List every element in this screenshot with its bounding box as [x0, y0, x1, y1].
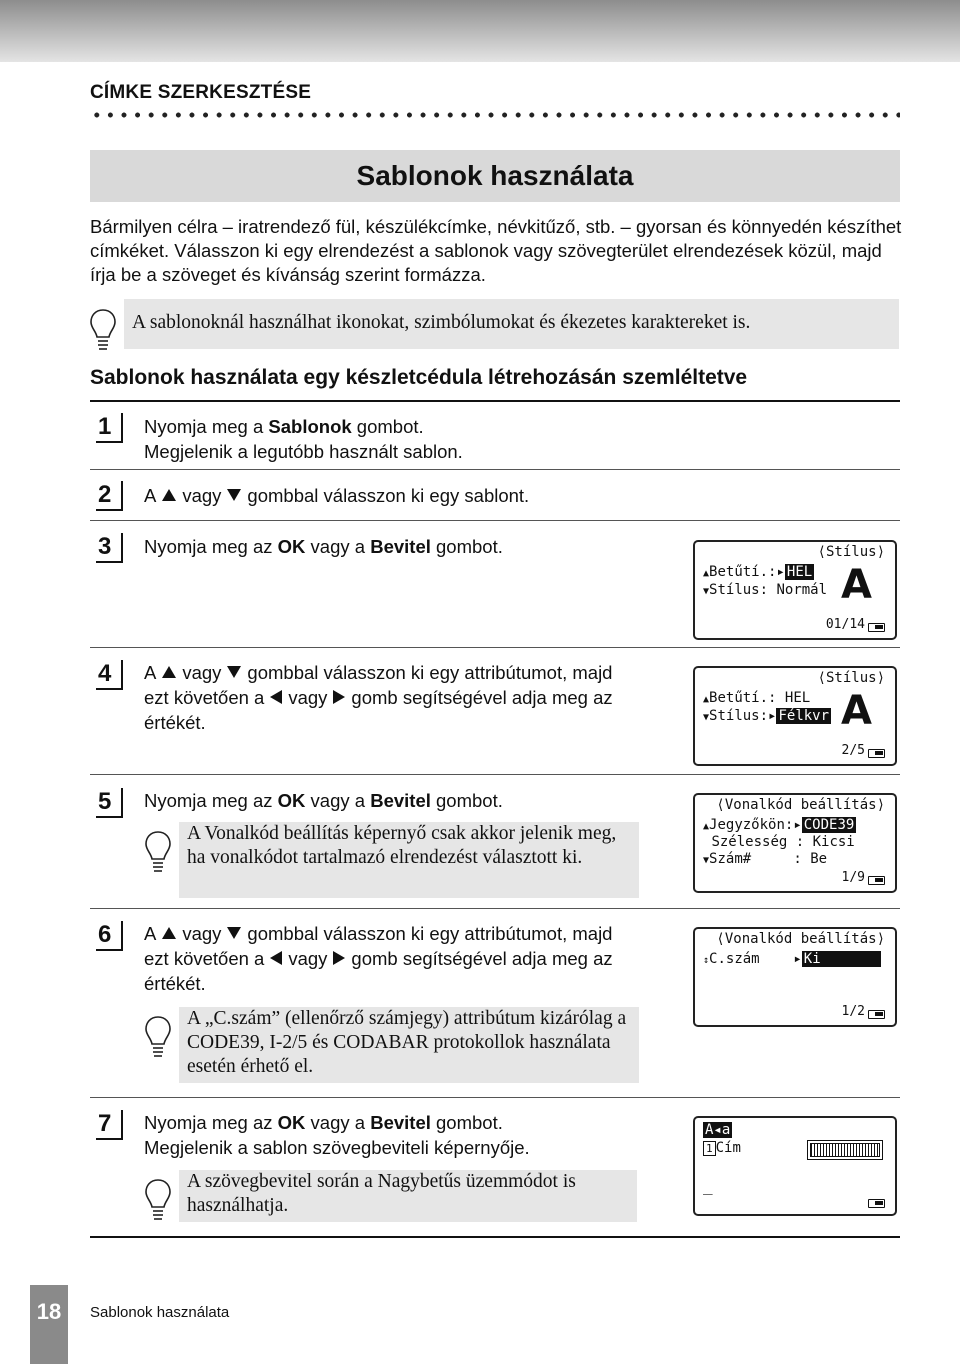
sablonok-button-label: Sablonok [268, 416, 352, 437]
step-6-text: A vagy gombbal válasszon ki egy attribútumot, majd ezt követően a vagy gomb segítségével adja meg az értékét. [144, 923, 613, 994]
battery-icon [868, 1010, 885, 1019]
step-number-1: 1 [92, 413, 126, 443]
step-number-3: 3 [92, 533, 126, 563]
footer-title: Sablonok használata [90, 1304, 230, 1321]
heading-rule [90, 400, 900, 402]
dotted-divider [90, 110, 900, 120]
step-divider [90, 469, 900, 470]
intro-paragraph: Bármilyen célra – iratrendező fül, készülékcímke, névkitűző, stb. – gyorsan és könnyedén készíthet címkéket. Válasszon ki egy elrendezést a sablonok vagy szövegterület elrendezések közül, majd írja be a szöveget és kívánság szerint formázza. [90, 216, 902, 285]
step-number-4: 4 [92, 660, 126, 690]
step-7-text: Nyomja meg az OK vagy a Bevitel gombot. Megjelenik a sablon szövegbeviteli képernyője. [144, 1112, 530, 1158]
right-arrow-icon [333, 690, 345, 704]
step-7-note: A szövegbevitel során a Nagybetűs üzemmódot is használhatja. [179, 1170, 637, 1222]
page-title: Sablonok használata [356, 160, 634, 191]
step-divider [90, 647, 900, 648]
lcd-screen-barcode-2: ⟨Vonalkód beállítás⟩ ↕C.szám ▸ Ki 1/2 [693, 927, 897, 1027]
caps-mode-indicator: A◂a [705, 1122, 731, 1138]
down-arrow-icon [227, 666, 241, 678]
right-arrow-icon [333, 951, 345, 965]
lcd-screen-style-1: ⟨Stílus⟩ ▲Betűtí.:▸ HEL ▼Stílus: Normál A 01/14 [693, 540, 897, 640]
left-arrow-icon [270, 690, 282, 704]
lightbulb-icon [143, 828, 173, 874]
battery-icon [868, 749, 885, 758]
step-1-text: Nyomja meg a Sablonok gombot. Megjelenik a legutóbb használt sablon. [144, 416, 463, 462]
step-3-text: Nyomja meg az OK vagy a Bevitel gombot. [144, 536, 503, 557]
intro-note-text: A sablonoknál használhat ikonokat, szimbólumokat és ékezetes karaktereket is. [132, 312, 751, 333]
step-number-7: 7 [92, 1110, 126, 1140]
page-number: 18 [36, 1299, 62, 1324]
step-5-text: Nyomja meg az OK vagy a Bevitel gombot. [144, 790, 503, 811]
lcd-screen-text-entry: A◂a 1 Cím _ [693, 1116, 897, 1216]
step-4-text: A vagy gombbal válasszon ki egy attribútumot, majd ezt követően a vagy gomb segítségével adja meg az értékét. [144, 662, 613, 733]
text-cursor: _ [703, 1176, 713, 1195]
step-number-5: 5 [92, 788, 126, 818]
section-header: CÍMKE SZERKESZTÉSE [90, 82, 312, 103]
up-arrow-icon [162, 666, 176, 678]
step-5-note: A Vonalkód beállítás képernyő csak akkor jelenik meg, ha vonalkódot tartalmazó elrendezést választott ki. [179, 822, 639, 898]
step-number-6: 6 [92, 921, 126, 951]
battery-icon [868, 876, 885, 885]
font-preview: A [841, 562, 872, 608]
label-preview-icon [807, 1140, 883, 1160]
top-band [0, 0, 960, 62]
up-down-arrow-icon: ▲ [703, 568, 710, 579]
sub-heading: Sablonok használata egy készletcédula létrehozásán szemléltetve [90, 366, 748, 389]
step-divider [90, 908, 900, 909]
lightbulb-icon [143, 1176, 173, 1222]
lightbulb-icon [143, 1013, 173, 1059]
battery-icon [868, 623, 885, 632]
left-arrow-icon [270, 951, 282, 965]
bottom-rule [90, 1236, 900, 1238]
page-number-tab [30, 1285, 68, 1364]
step-divider [90, 774, 900, 775]
step-2-text: A vagy gombbal válasszon ki egy sablont. [144, 485, 530, 506]
battery-icon [868, 1199, 885, 1208]
down-arrow-icon [227, 927, 241, 939]
step-number-2: 2 [92, 481, 126, 511]
step-divider [90, 520, 900, 521]
step-6-note: A „C.szám” (ellenőrző számjegy) attribútum kizárólag a CODE39, I-2/5 és CODABAR protokollok használata esetén érhető el. [179, 1007, 639, 1083]
field-number-icon: 1 [703, 1141, 716, 1156]
lcd-screen-barcode-1: ⟨Vonalkód beállítás⟩ ▲Jegyzőkön:▸ CODE39 Szélesség : Kicsi ▼Szám# : Be 1/9 [693, 793, 897, 893]
step-divider [90, 1097, 900, 1098]
intro-note [124, 299, 899, 349]
title-bar [90, 150, 900, 202]
lightbulb-icon [88, 306, 118, 352]
lcd-screen-style-2: ⟨Stílus⟩ ▲Betűtí.: HEL ▼Stílus:▸ Félkvr A 2/5 [693, 666, 897, 766]
up-arrow-icon [162, 489, 176, 501]
font-preview: A [841, 688, 872, 734]
up-arrow-icon [162, 927, 176, 939]
down-arrow-icon [227, 489, 241, 501]
